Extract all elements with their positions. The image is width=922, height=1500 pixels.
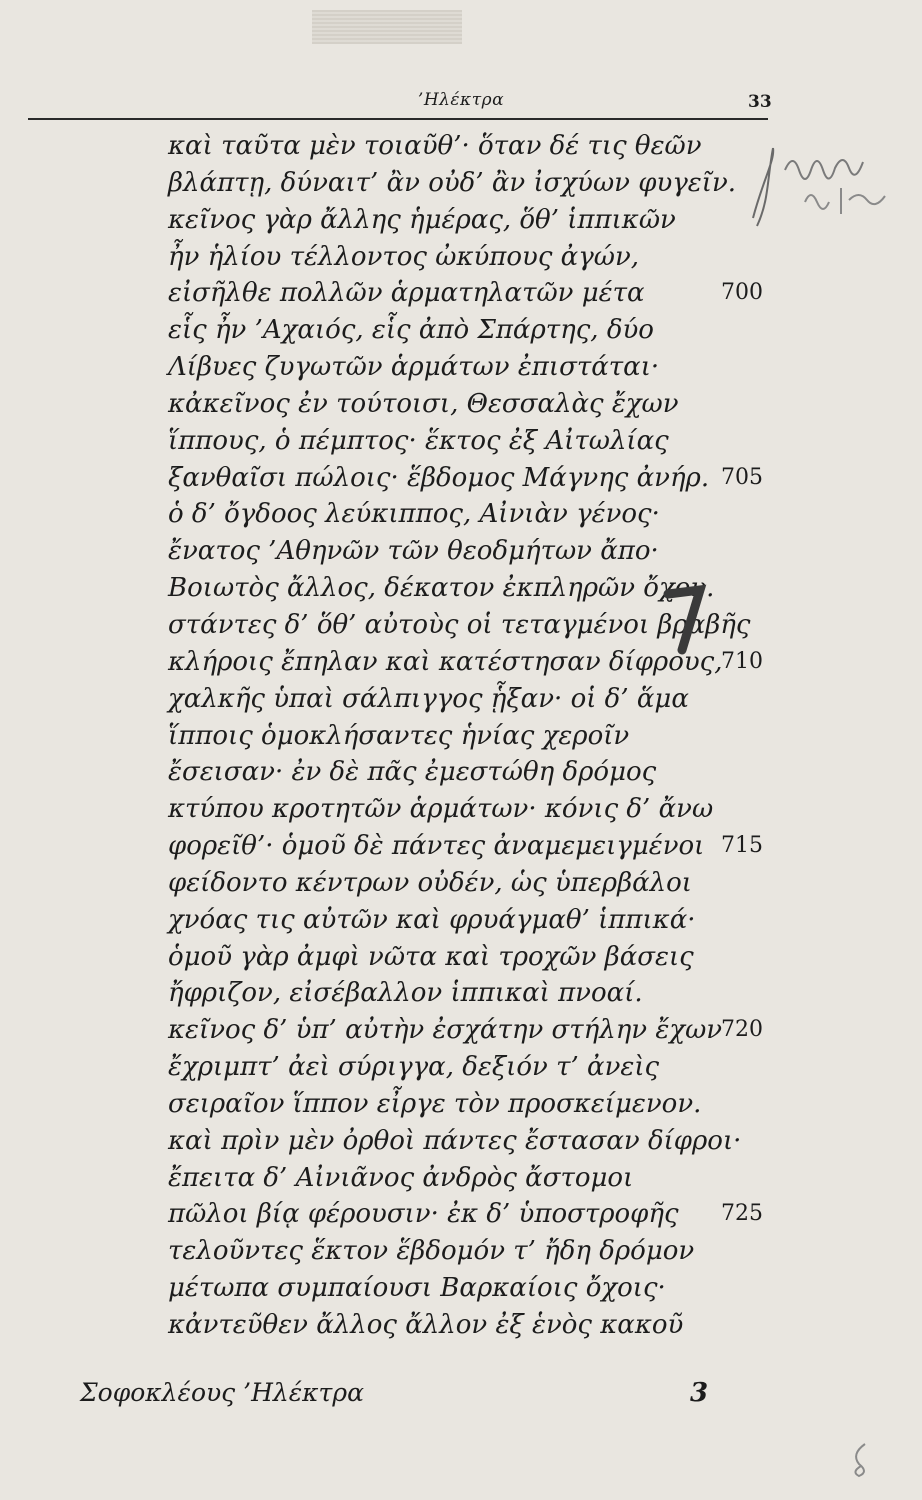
verse-text: χνόας τις αὐτῶν καὶ φρυάγμαθ’ ἱππικά· — [168, 904, 696, 935]
page-number: 33 — [748, 92, 772, 112]
verse-line — [168, 902, 768, 939]
verse-text: καὶ πρὶν μὲν ὀρθοὶ πάντες ἔστασαν δίφροι· — [168, 1125, 742, 1156]
verse-text: πῶλοι βίᾳ φέρουσιν· ἐκ δ’ ὑποστροφῆς — [168, 1199, 679, 1230]
verse-text: κεῖνος δ’ ὑπ’ αὐτὴν ἐσχάτην στήλην ἔχων — [168, 1015, 723, 1046]
verse-line — [168, 349, 768, 386]
verse-text: κεῖνος γὰρ ἄλλης ἡμέρας, ὅθ’ ἱππικῶν — [168, 204, 676, 235]
verse-line — [168, 202, 768, 239]
header-rule — [28, 118, 768, 120]
verse-text: ὁμοῦ γὰρ ἀμφὶ νῶτα καὶ τροχῶν βάσεις — [168, 941, 694, 972]
verse-text: φείδοντο κέντρων οὐδέν, ὡς ὑπερβάλοι — [168, 867, 692, 898]
verse-line — [168, 1049, 768, 1086]
verse-line — [168, 1123, 768, 1160]
line-number: 700 — [721, 280, 763, 306]
verse-text: Βοιωτὸς ἄλλος, δέκατον ἐκπληρῶν ὄχον. — [168, 573, 715, 604]
running-title: ’Ηλέκτρα — [417, 90, 505, 110]
verse-text: κτύπου κροτητῶν ἁρμάτων· κόνις δ’ ἄνω — [168, 794, 714, 825]
verse-line — [168, 128, 768, 165]
verse-line — [168, 1233, 768, 1270]
verse-line — [168, 460, 768, 497]
verse-text: ἵπποις ὁμοκλήσαντες ἡνίας χεροῖν — [168, 720, 630, 751]
verse-text: καὶ ταῦτα μὲν τοιαῦθ’· ὅταν δέ τις θεῶν — [168, 131, 702, 161]
verse-text: κἀκεῖνος ἐν τούτοισι, Θεσσαλὰς ἔχων — [168, 388, 679, 419]
verse-text: ἔνατος ’Αθηνῶν τῶν θεοδμήτων ἄπο· — [168, 536, 659, 567]
verse-text: κλήροις ἔπηλαν καὶ κατέστησαν δίφρους, — [168, 646, 723, 677]
verse-line — [168, 1196, 768, 1233]
verse-block — [168, 128, 768, 1344]
verse-text: μέτωπα συμπαίουσι Βαρκαίοις ὄχοις· — [168, 1273, 666, 1304]
footer-book-title: Σοφοκλέους ’Ηλέκτρα — [80, 1378, 364, 1407]
verse-text: στάντες δ’ ὅθ’ αὐτοὺς οἱ τεταγμένοι βραβῆς — [168, 609, 751, 640]
verse-line — [168, 386, 768, 423]
verse-text: ἔσεισαν· ἐν δὲ πᾶς ἐμεστώθη δρόμος — [168, 757, 657, 788]
line-number: 705 — [721, 464, 763, 490]
verse-text: βλάπτῃ, δύναιτ’ ἂν οὐδ’ ἂν ἰσχύων φυγεῖν. — [168, 167, 737, 198]
verse-line — [168, 939, 768, 976]
verse-text: ἔπειτα δ’ Αἰνιᾶνος ἀνδρὸς ἄστομοι — [168, 1162, 634, 1193]
verse-line — [168, 754, 768, 791]
verse-text: ἵππους, ὁ πέμπτος· ἕκτος ἐξ Αἰτωλίας — [168, 425, 669, 456]
handwritten-margin-note — [745, 140, 905, 230]
verse-text: τελοῦντες ἕκτον ἕβδομόν τ’ ἤδη δρόμον — [168, 1236, 695, 1267]
signature-mark: 3 — [690, 1378, 709, 1408]
library-stamp — [312, 10, 462, 44]
line-number: 715 — [721, 833, 763, 859]
verse-line — [168, 1307, 768, 1344]
pencil-corner-mark — [845, 1438, 875, 1478]
verse-line — [168, 1270, 768, 1307]
verse-text: ἔχριμπτ’ ἀεὶ σύριγγα, δεξιόν τ’ ἀνεὶς — [168, 1052, 660, 1083]
verse-line — [168, 1012, 768, 1049]
verse-text: εἰσῆλθε πολλῶν ἁρματηλατῶν μέτα — [168, 278, 645, 309]
verse-line — [168, 533, 768, 570]
verse-text: ἦν ἡλίου τέλλοντος ὠκύπους ἀγών, — [168, 241, 640, 272]
verse-text: Λίβυες ζυγωτῶν ἁρμάτων ἐπιστάται· — [168, 352, 660, 383]
verse-text: χαλκῆς ὑπαὶ σάλπιγγος ᾗξαν· οἱ δ’ ἅμα — [168, 683, 689, 714]
verse-line — [168, 681, 768, 718]
verse-text: ὁ δ’ ὄγδοος λεύκιππος, Αἰνιὰν γένος· — [168, 499, 660, 530]
verse-line — [168, 496, 768, 533]
verse-line — [168, 239, 768, 276]
line-number: 710 — [721, 648, 763, 674]
verse-line — [168, 423, 768, 460]
verse-text: ἤφριζον, εἰσέβαλλον ἱππικαὶ πνοαί. — [168, 978, 643, 1009]
verse-text: εἷς ἦν ’Αχαιός, εἷς ἀπὸ Σπάρτης, δύο — [168, 315, 654, 346]
line-number: 725 — [721, 1201, 763, 1227]
verse-line — [168, 1160, 768, 1197]
verse-line — [168, 312, 768, 349]
verse-text: φορεῖθ’· ὁμοῦ δὲ πάντες ἀναμεμειγμένοι — [168, 831, 705, 862]
verse-line — [168, 828, 768, 865]
verse-line — [168, 1086, 768, 1123]
pencil-annotation-mark — [660, 580, 712, 656]
verse-line — [168, 791, 768, 828]
verse-line — [168, 975, 768, 1012]
verse-line — [168, 165, 768, 202]
verse-line — [168, 865, 768, 902]
verse-text: κἀντεῦθεν ἄλλος ἄλλον ἐξ ἑνὸς κακοῦ — [168, 1310, 684, 1340]
verse-text: σειραῖον ἵππον εἶργε τὸν προσκείμενον. — [168, 1088, 702, 1119]
verse-line — [168, 718, 768, 755]
verse-text: ξανθαῖσι πώλοις· ἕβδομος Μάγνης ἀνήρ. — [168, 462, 710, 493]
verse-line — [168, 275, 768, 312]
line-number: 720 — [721, 1017, 763, 1043]
